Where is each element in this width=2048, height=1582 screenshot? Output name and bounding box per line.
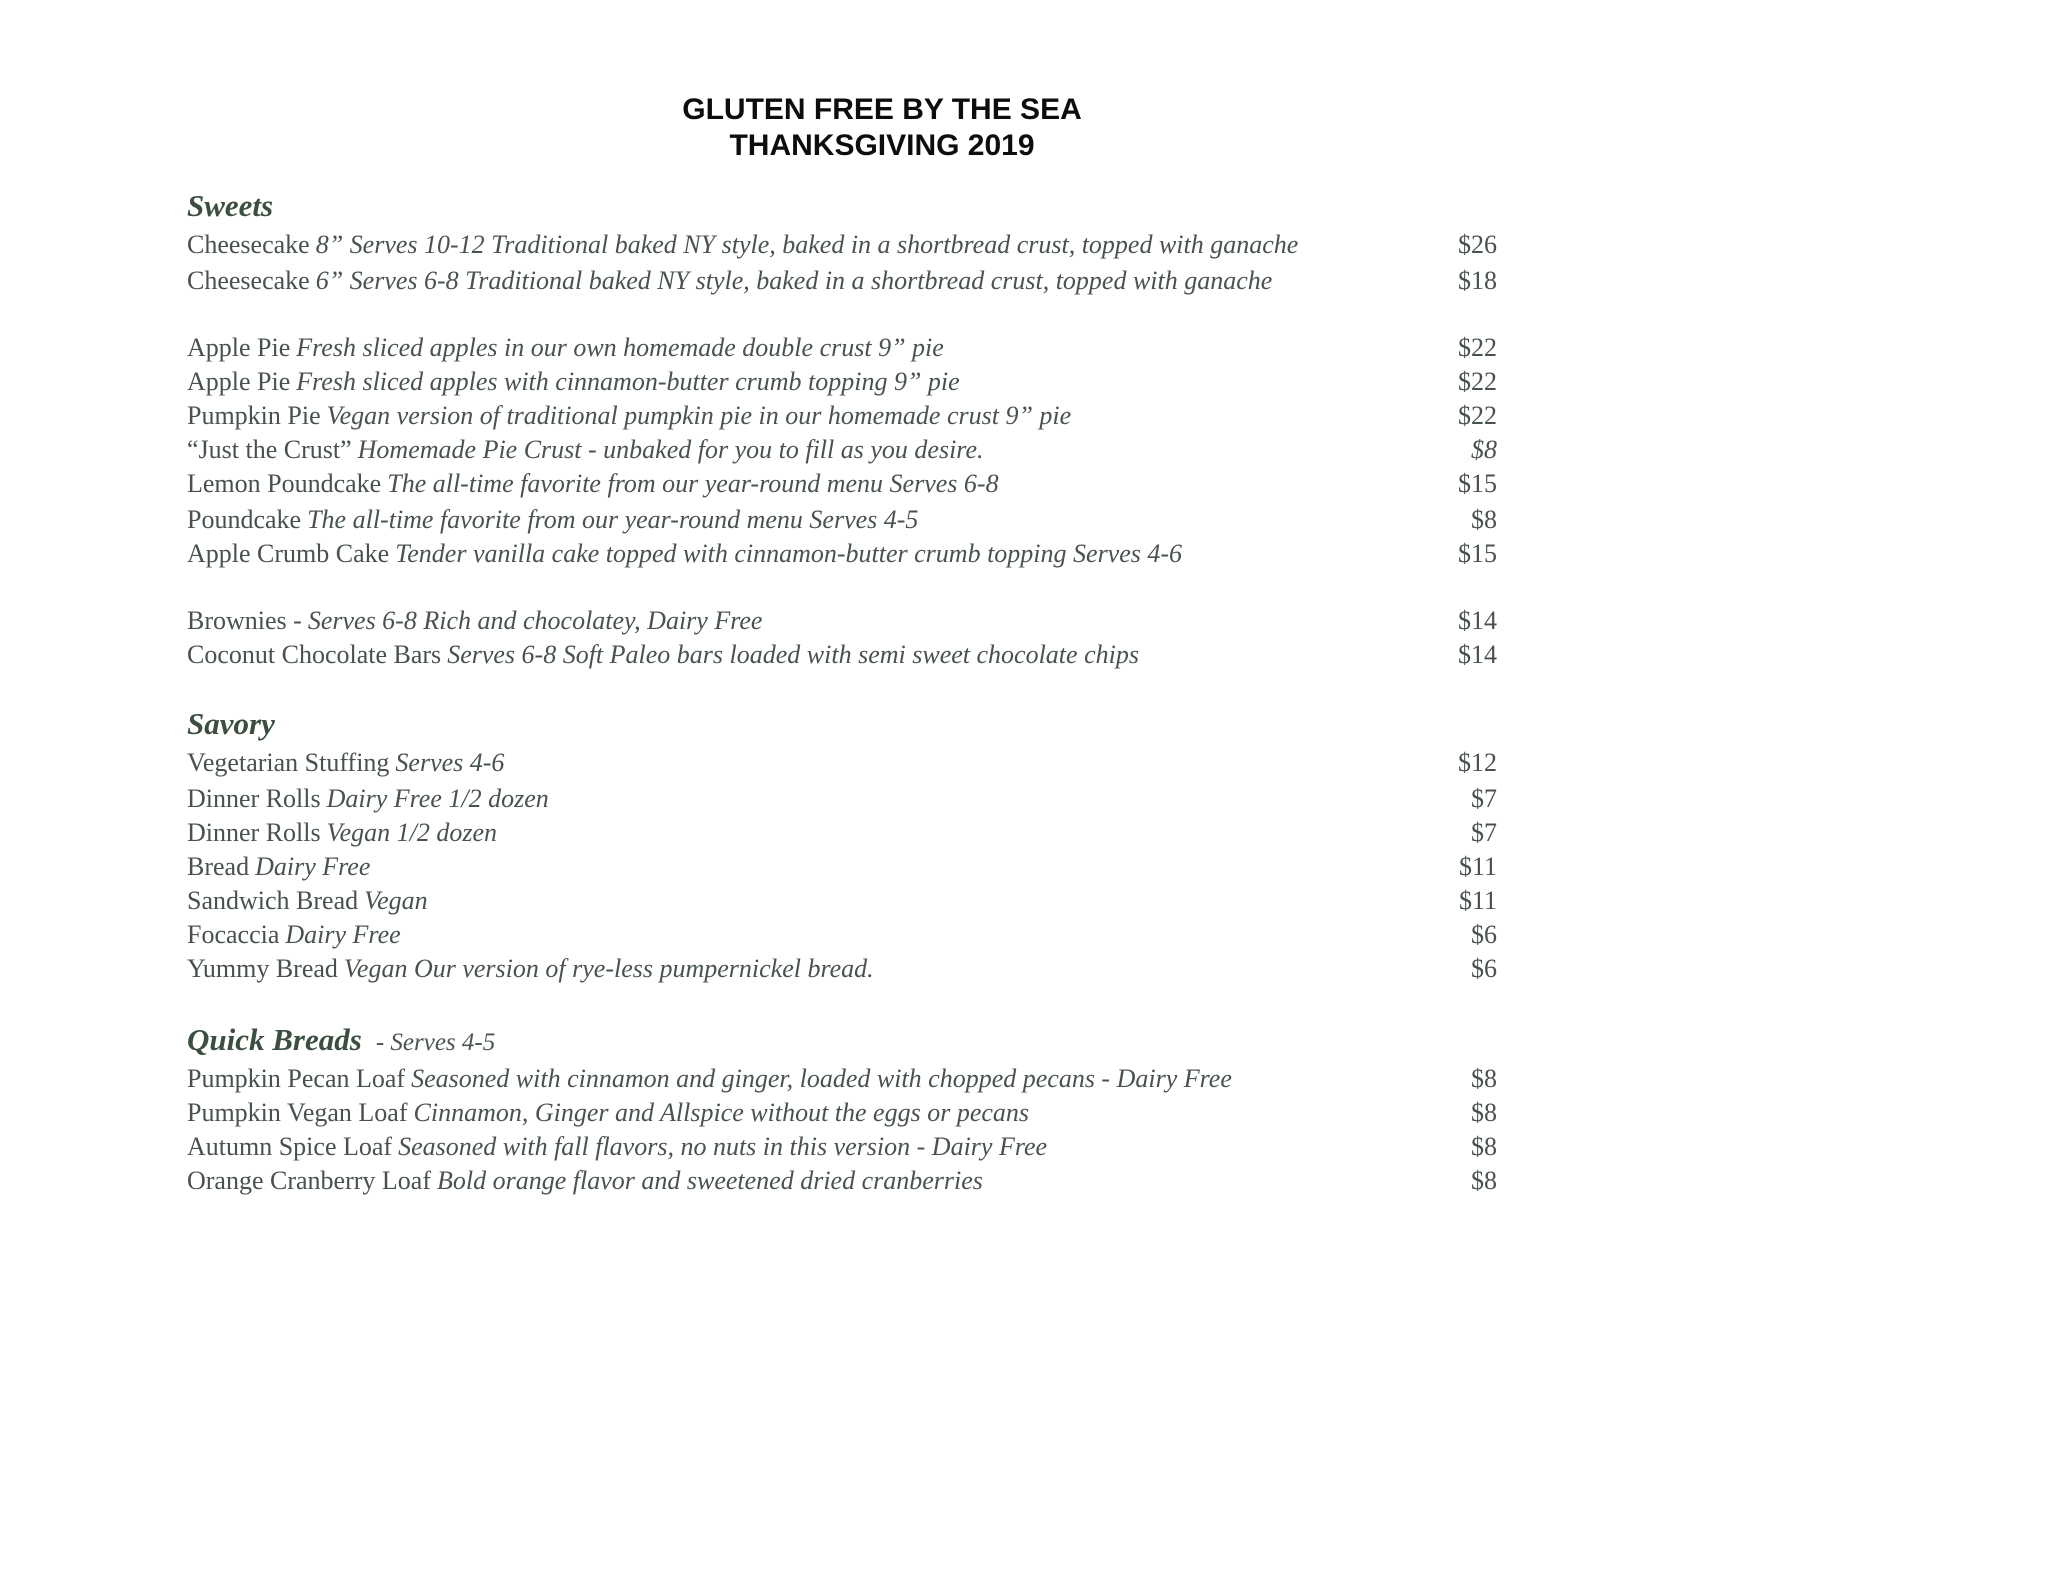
menu-item [187, 604, 1497, 638]
item-name: Poundcake [187, 505, 302, 534]
item-price: $6 [1471, 954, 1497, 983]
menu-item [187, 1164, 1497, 1198]
menu-title-line-1: GLUTEN FREE BY THE SEA [682, 93, 1082, 126]
menu-item [187, 399, 1497, 433]
item-price: $8 [1471, 1098, 1497, 1127]
item-description: Cinnamon, Ginger and Allspice without the eggs or pecans [413, 1098, 1030, 1127]
menu-item [187, 952, 1497, 986]
item-price: $8 [1471, 1166, 1497, 1195]
item-description: Fresh sliced apples in our own homemade double crust 9” pie [296, 333, 944, 362]
item-name: Sandwich Bread [187, 886, 359, 915]
item-description: Vegan version of traditional pumpkin pie in our homemade crust 9” pie [326, 401, 1072, 430]
item-description: Serves 4-6 [395, 748, 505, 777]
item-name: Cheesecake [187, 266, 310, 295]
item-description: Fresh sliced apples with cinnamon-butter crumb topping 9” pie [296, 367, 960, 396]
item-name: Bread [187, 852, 250, 881]
item-price: $12 [1458, 748, 1497, 777]
item-price: $14 [1458, 640, 1497, 669]
item-name: Apple Pie [187, 367, 291, 396]
item-description: Vegan [364, 886, 428, 915]
menu-title-line-2: THANKSGIVING 2019 [729, 129, 1035, 162]
item-price: $26 [1458, 230, 1497, 259]
item-price: $11 [1458, 852, 1497, 881]
menu-item [187, 816, 1497, 850]
menu-item [187, 264, 1497, 298]
item-price: $7 [1471, 818, 1497, 847]
item-description: Homemade Pie Crust - unbaked for you to fill as you desire. [357, 435, 984, 464]
item-name: Pumpkin Vegan Loaf [187, 1098, 408, 1127]
item-description: Serves 6-8 Rich and chocolatey, Dairy Free [307, 606, 763, 635]
item-name: “Just the Crust” [187, 435, 352, 464]
item-description: 6” Serves 6-8 Traditional baked NY style, baked in a shortbread crust, topped with ganache [315, 266, 1273, 295]
item-price: $8 [1471, 1132, 1497, 1161]
item-price: $11 [1458, 886, 1497, 915]
item-name: Orange Cranberry Loaf [187, 1166, 431, 1195]
menu-item [187, 850, 1497, 884]
item-name: Cheesecake [187, 230, 310, 259]
item-price: $15 [1458, 539, 1497, 568]
item-name: Apple Crumb Cake [187, 539, 390, 568]
menu-item [187, 884, 1497, 918]
item-name: Autumn Spice Loaf [187, 1132, 393, 1161]
item-description: Seasoned with fall flavors, no nuts in this version - Dairy Free [398, 1132, 1048, 1161]
item-name: Lemon Poundcake [187, 469, 382, 498]
menu-item [187, 467, 1497, 501]
item-description: Vegan 1/2 dozen [326, 818, 498, 847]
item-description: Vegan Our version of rye-less pumpernickel bread. [343, 954, 874, 983]
item-price: $7 [1471, 784, 1497, 813]
item-price: $8 [1471, 1064, 1497, 1093]
menu-item [187, 331, 1497, 365]
item-name: Apple Pie [187, 333, 291, 362]
item-name: Brownies - [187, 606, 302, 635]
section-heading-quick-breads [187, 1022, 495, 1058]
item-price: $22 [1458, 367, 1497, 396]
item-name: Pumpkin Pie [187, 401, 321, 430]
item-price: $15 [1458, 469, 1497, 498]
item-description: The all-time favorite from our year-round menu Serves 4-5 [307, 505, 919, 534]
item-name: Coconut Chocolate Bars [187, 640, 442, 669]
item-price: $6 [1471, 920, 1497, 949]
item-price: $14 [1458, 606, 1497, 635]
item-description: Dairy Free 1/2 dozen [326, 784, 549, 813]
menu-title [0, 92, 1764, 164]
menu-item [187, 537, 1497, 571]
item-description: 8” Serves 10-12 Traditional baked NY style, baked in a shortbread crust, topped with ganache [315, 230, 1299, 259]
section-heading-savory [187, 706, 275, 742]
item-price: $8 [1471, 435, 1497, 464]
item-description: Bold orange flavor and sweetened dried cranberries [437, 1166, 983, 1195]
menu-item [187, 638, 1497, 672]
menu-item [187, 918, 1497, 952]
item-description: Dairy Free [255, 852, 371, 881]
menu-item [187, 746, 1497, 780]
menu-item [187, 1062, 1497, 1096]
menu-item [187, 782, 1497, 816]
item-name: Pumpkin Pecan Loaf [187, 1064, 406, 1093]
item-name: Vegetarian Stuffing [187, 748, 390, 777]
item-price: $22 [1458, 401, 1497, 430]
menu-item [187, 228, 1497, 262]
menu-item [187, 503, 1497, 537]
section-title: Sweets [187, 188, 274, 223]
item-description: The all-time favorite from our year-round menu Serves 6-8 [387, 469, 999, 498]
item-price: $22 [1458, 333, 1497, 362]
item-description: Seasoned with cinnamon and ginger, loaded with chopped pecans - Dairy Free [411, 1064, 1232, 1093]
menu-item [187, 1096, 1497, 1130]
section-title: Quick Breads [187, 1022, 362, 1057]
item-price: $8 [1471, 505, 1497, 534]
menu-item [187, 365, 1497, 399]
item-name: Focaccia [187, 920, 280, 949]
item-price: $18 [1458, 266, 1497, 295]
menu-item [187, 1130, 1497, 1164]
item-name: Dinner Rolls [187, 818, 321, 847]
item-description: Dairy Free [285, 920, 401, 949]
item-name: Yummy Bread [187, 954, 338, 983]
menu-item [187, 433, 1497, 467]
section-title: Savory [187, 706, 275, 741]
item-description: Tender vanilla cake topped with cinnamon-butter crumb topping Serves 4-6 [395, 539, 1183, 568]
item-name: Dinner Rolls [187, 784, 321, 813]
section-note: - Serves 4-5 [375, 1029, 496, 1056]
item-description: Serves 6-8 Soft Paleo bars loaded with semi sweet chocolate chips [447, 640, 1139, 669]
section-heading-sweets [187, 188, 273, 224]
